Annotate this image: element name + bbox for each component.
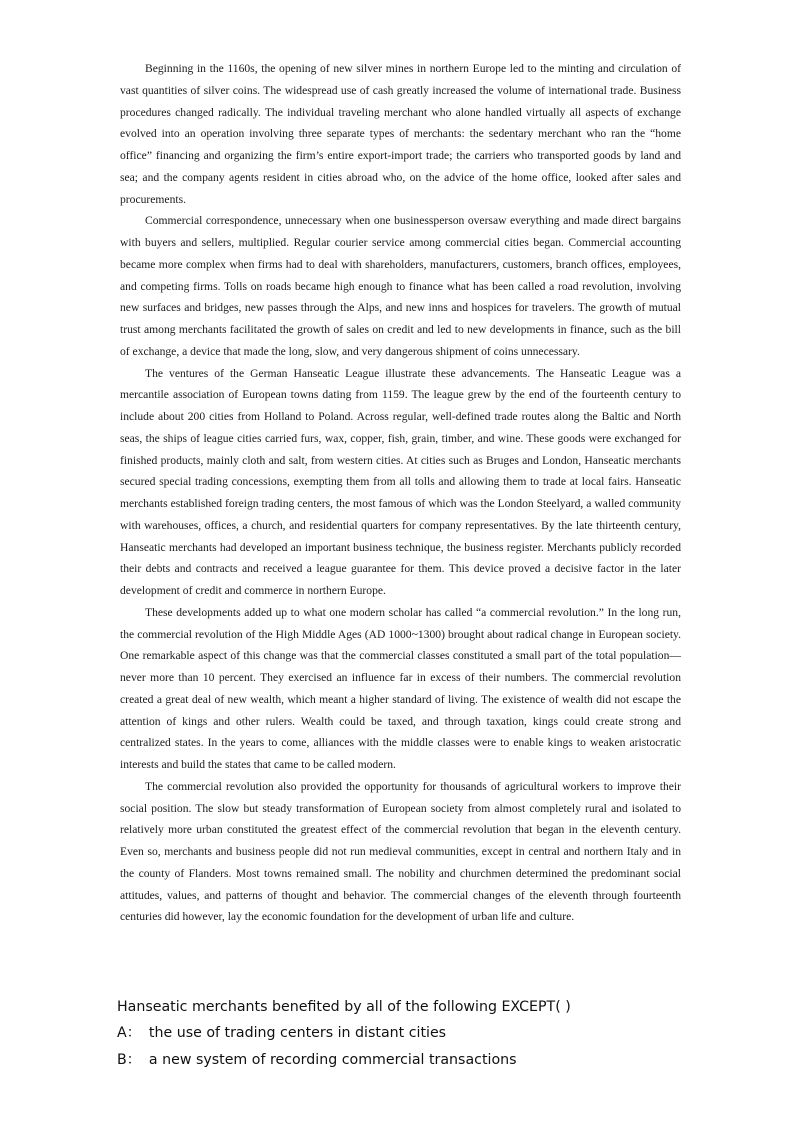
passage-paragraph-1: Beginning in the 1160s, the opening of new silver mines in northern Europe led to the minting and circulation of vast quantities of silver coins. The widespread use of cash greatly increased the volume of international trade. Business procedures changed radically. The individual traveling merchant who alone handled virtually all aspects of exchange evolved into an operation involving three separate types of merchants: the sedentary merchant who ran the “home office” financing and organizing the firm’s entire export-import trade; the carriers who transported goods by land and sea; and the company agents resident in cities abroad who, on the advice of the home office, looked after sales and procurements. [120, 62, 681, 206]
question-block [117, 994, 757, 1074]
passage-paragraph-2: Commercial correspondence, unnecessary when one businessperson oversaw everything and made direct bargains with buyers and sellers, multiplied. Regular courier service among commercial cities began. Commercial accounting became more complex when firms had to deal with shareholders, manufacturers, customers, branch offices, employees, and competing firms. Tolls on roads became high enough to finance what has been called a road revolution, involving new surfaces and bridges, new passes through the Alps, and new inns and hospices for travelers. The growth of mutual trust among merchants facilitated the growth of sales on credit and led to new developments in finance, such as the bill of exchange, a device that made the long, slow, and very dangerous shipment of coins unnecessary. [120, 214, 681, 358]
option-b-text: a new system of recording commercial transactions [148, 1052, 517, 1068]
option-b[interactable] [117, 1047, 757, 1074]
reading-passage [120, 58, 681, 928]
question-stem: Hanseatic merchants benefited by all of the following EXCEPT( ) [117, 999, 571, 1015]
option-b-letter: B： [117, 1052, 141, 1068]
option-a-text: the use of trading centers in distant cities [148, 1025, 447, 1041]
option-a-letter: A： [117, 1025, 141, 1041]
option-a[interactable] [117, 1020, 757, 1047]
passage-paragraph-5: The commercial revolution also provided the opportunity for thousands of agricultural workers to improve their social position. The slow but steady transformation of European society from almost completely rural and isolated to relatively more urban constituted the greatest effect of the commercial revolution that began in the eleventh century. Even so, merchants and business people did not run medieval communities, except in central and northern Italy and in the county of Flanders. Most towns remained small. The nobility and churchmen determined the predominant social attitudes, values, and patterns of thought and behavior. The commercial changes of the eleventh through fourteenth centuries did however, lay the economic foundation for the development of urban life and culture. [120, 779, 681, 924]
passage-paragraph-4: These developments added up to what one modern scholar has called “a commercial revolution.” In the long run, the commercial revolution of the High Middle Ages (AD 1000~1300) brought about radical change in European society. One remarkable aspect of this change was that the commercial classes constituted a small part of the total population—never more than 10 percent. They exercised an influence far in excess of their numbers. The commercial revolution created a great deal of new wealth, which meant a higher standard of living. The existence of wealth did not escape the attention of kings and other rulers. Wealth could be taxed, and through taxation, kings could create strong and centralized states. In the years to come, alliances with the middle classes were to enable kings to weaken aristocratic interests and build the states that came to be called modern. [120, 605, 681, 771]
passage-paragraph-3: The ventures of the German Hanseatic League illustrate these advancements. The Hanseatic League was a mercantile association of European towns dating from 1159. The league grew by the end of the fourteenth century to include about 200 cities from Holland to Poland. Across regular, well-defined trade routes along the Baltic and North seas, the ships of league cities carried furs, wax, copper, fish, grain, timber, and wine. These goods were exchanged for finished products, mainly cloth and salt, from western cities. At cities such as Bruges and London, Hanseatic merchants secured special trading concessions, exempting them from all tolls and allowing them to trade at local fairs. Hanseatic merchants established foreign trading centers, the most famous of which was the London Steelyard, a walled community with warehouses, offices, a church, and residential quarters for company representatives. By the late thirteenth century, Hanseatic merchants had developed an important business technique, the business register. Merchants publicly recorded their debts and contracts and received a league guarantee for them. This device proved a decisive factor in the later development of credit and commerce in northern Europe. [120, 366, 681, 597]
